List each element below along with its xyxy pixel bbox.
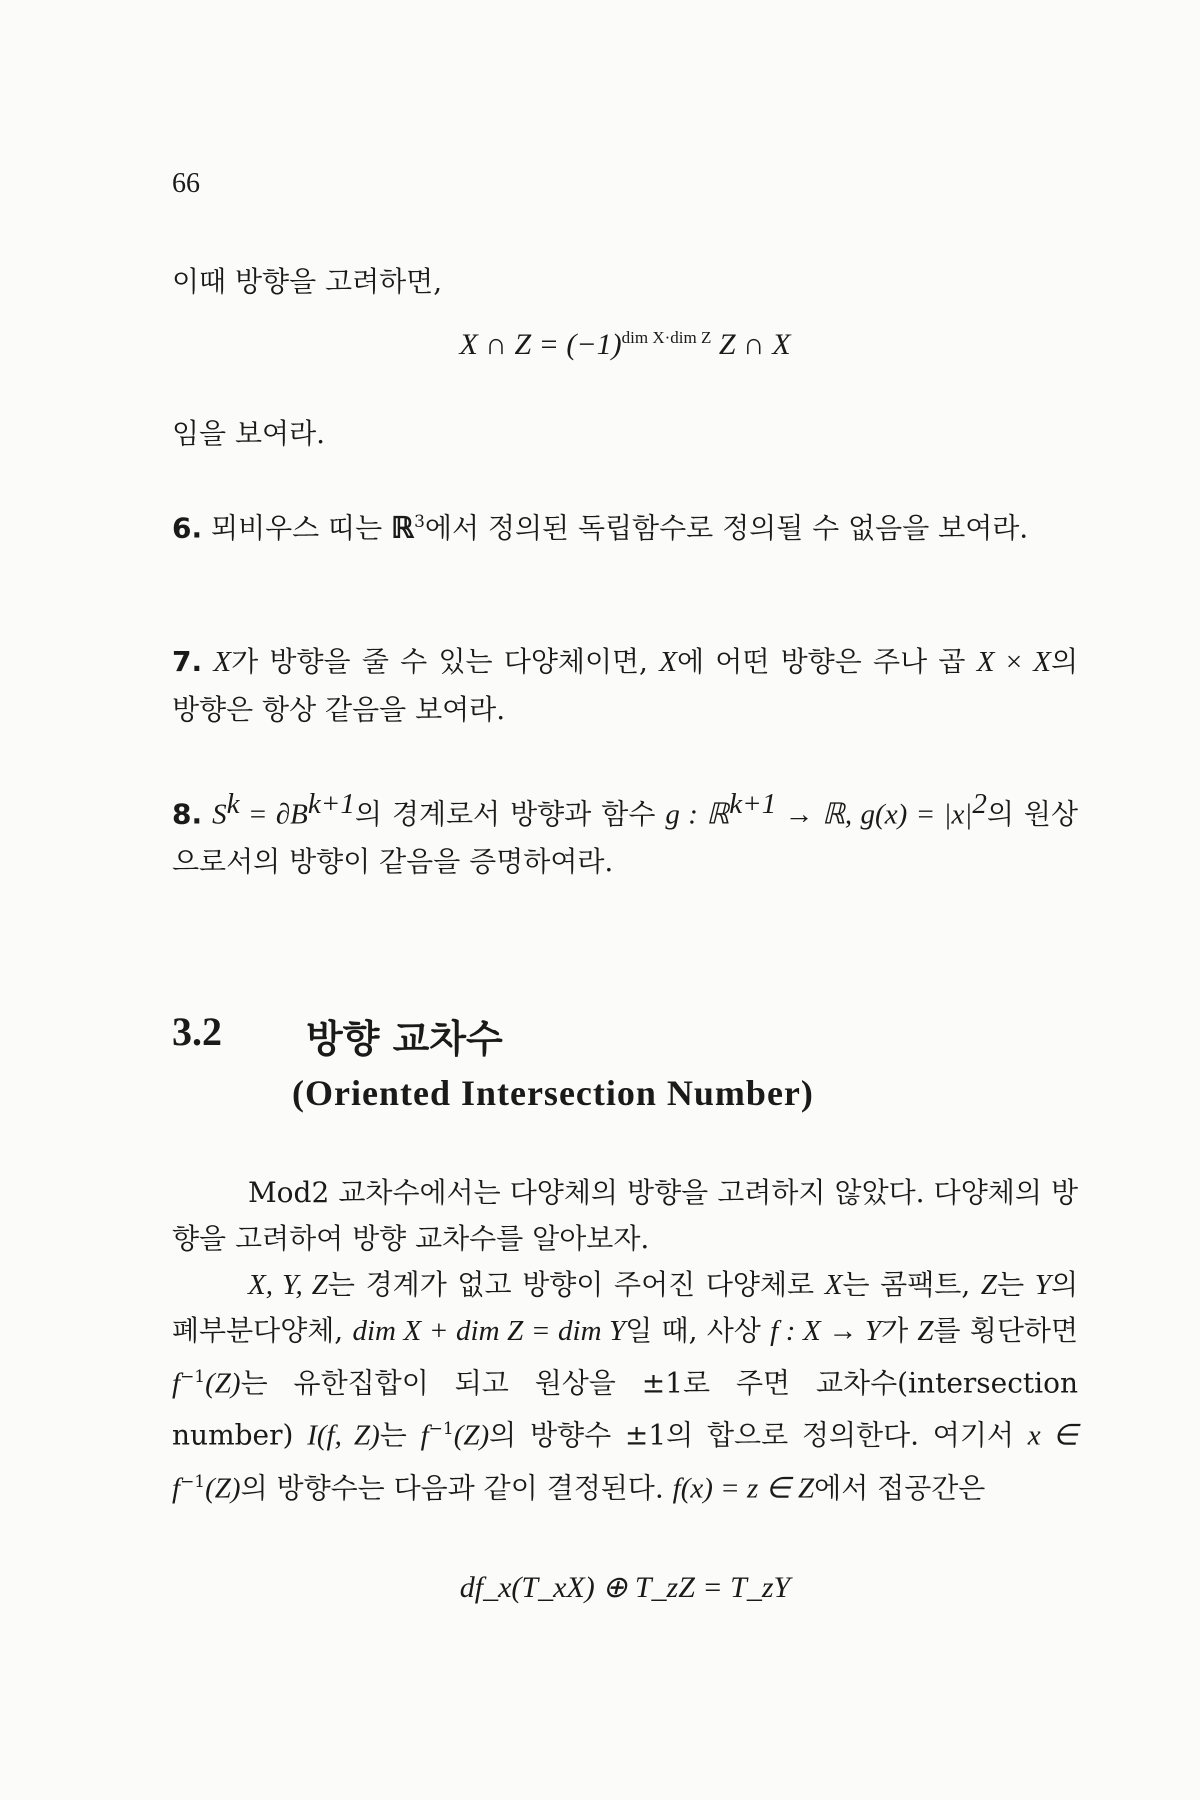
p2-text-m: 에서 접공간은 xyxy=(814,1470,986,1504)
problem-8-s: S xyxy=(212,798,227,831)
p2-xyz: X, Y, Z xyxy=(248,1269,328,1301)
formula-commutation xyxy=(172,328,1078,362)
p2-text-h: 를 횡단하면 xyxy=(933,1314,1078,1347)
p2-finv: f xyxy=(172,1367,181,1400)
p2-text-c: 는 xyxy=(997,1268,1035,1301)
problem-7-text-b: 에 어떤 방향은 주나 곱 xyxy=(676,645,977,678)
p2-xin-arg: (Z) xyxy=(205,1471,241,1504)
page-number: 66 xyxy=(172,168,200,199)
problem-7-text-c: 의 방향은 항상 같음을 보여라. xyxy=(172,645,1079,726)
problem-6-text-a: 뫼비우스 띠는 xyxy=(211,511,392,545)
p2-text-l: 의 방향수는 다음과 같이 결정된다. xyxy=(240,1470,673,1504)
section-title: 방향 교차수 xyxy=(306,1016,503,1061)
p2-y: Y xyxy=(1034,1269,1051,1301)
problem-7-number: 7. xyxy=(172,645,203,678)
p2-xin: x ∈ f xyxy=(172,1419,1078,1504)
p2-text-b: 는 콤팩트, xyxy=(842,1268,981,1301)
formula-exponent: dim X·dim Z xyxy=(621,328,712,347)
p2-z: Z xyxy=(980,1269,998,1301)
problem-8-x-exp: 2 xyxy=(972,788,987,820)
problem-6-text-b: 에서 정의된 독립함수로 정의될 수 없음을 보여라. xyxy=(424,511,1029,545)
p2-finv2-exp: −1 xyxy=(428,1419,454,1440)
problem-8-eq: = ∂B xyxy=(239,798,308,831)
problem-8-text-b: 의 원상으로서의 방향이 같음을 증명하여라. xyxy=(172,797,1079,879)
p2-ifz: I(f, Z) xyxy=(307,1419,380,1452)
paragraph-2 xyxy=(172,1262,1078,1511)
p2-text-d: 의 폐부분다양체, xyxy=(172,1268,1078,1347)
problem-7 xyxy=(172,638,1078,734)
p2-text-i: 는 유한집합이 되고 원상을 ±1로 주면 교차수(intersection number) xyxy=(172,1366,1078,1452)
section-subtitle: (Oriented Intersection Number) xyxy=(292,1073,814,1113)
formula-lhs: X ∩ Z = (−1) xyxy=(459,328,622,361)
problem-6 xyxy=(172,498,1078,552)
p2-f: f : X → Y xyxy=(770,1315,882,1347)
formula-tangent-space: df_x(T_xX) ⊕ T_zZ = T_zY xyxy=(459,1571,791,1604)
problem-8 xyxy=(172,780,1078,886)
problem-8-number: 8. xyxy=(172,797,203,831)
problem-8-g-exp: k+1 xyxy=(729,788,777,820)
p2-xin-exp: −1 xyxy=(180,1471,206,1492)
problem-8-s-exp: k xyxy=(226,788,240,820)
problem-6-r-exp: 3 xyxy=(414,512,425,532)
intro-line: 이때 방향을 고려하면, xyxy=(172,265,443,298)
formula-rhs: Z ∩ X xyxy=(718,328,791,361)
p2-text-j: 는 xyxy=(379,1418,421,1452)
p2-text-g: 가 xyxy=(881,1314,918,1347)
p2-text-k: 의 방향수 ±1의 합으로 정의한다. 여기서 xyxy=(489,1418,1028,1452)
problem-8-g: g : ℝ xyxy=(665,798,730,831)
problem-7-x2: X xyxy=(659,646,677,678)
p2-finv-exp: −1 xyxy=(180,1367,206,1387)
problem-8-text-a: 의 경계로서 방향과 함수 xyxy=(354,797,666,831)
problem-8-b-exp: k+1 xyxy=(307,788,355,820)
p2-fx: f(x) = z ∈ Z xyxy=(672,1471,815,1504)
section-number: 3.2 xyxy=(172,1009,222,1054)
problem-7-text-a: 가 방향을 줄 수 있는 다양체이면, xyxy=(231,645,660,678)
problem-6-number: 6. xyxy=(172,511,203,545)
p2-finv-arg: (Z) xyxy=(205,1367,241,1400)
problem-6-r: ℝ xyxy=(391,512,415,545)
p2-finv2-arg: (Z) xyxy=(453,1419,490,1452)
problem-7-x1: X xyxy=(213,646,232,678)
problem-7-xx: X × X xyxy=(976,646,1051,678)
p2-dim: dim X + dim Z = dim Y xyxy=(352,1315,626,1347)
p2-finv2: f xyxy=(420,1419,429,1452)
show-line: 임을 보여라. xyxy=(172,417,326,450)
p2-text-e: 일 때, 사상 xyxy=(625,1314,771,1347)
problem-8-arrow: → ℝ, g(x) = |x| xyxy=(776,798,973,831)
p2-z2: Z xyxy=(917,1315,934,1347)
paragraph-1: Mod2 교차수에서는 다양체의 방향을 고려하지 않았다. 다양체의 방향을 고려하여 방향 교차수를 알아보자. xyxy=(172,1176,1078,1255)
p2-x: X xyxy=(824,1269,843,1301)
p2-text-a: 는 경계가 없고 방향이 주어진 다양체로 xyxy=(327,1268,825,1301)
